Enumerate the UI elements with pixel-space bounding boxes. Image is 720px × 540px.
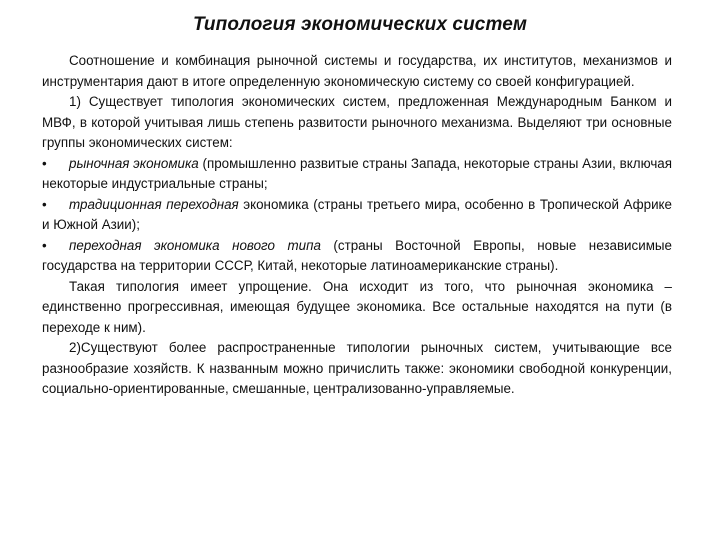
bullet-term: переходная экономика нового типа xyxy=(69,237,321,253)
paragraph-typology-1: 1) Существует типология экономических систем, предложенная Международным Банком и МВФ, в которой учитывая лишь степень развитости рыночного механизма. Выделяют три основные группы экономических систем: xyxy=(42,94,672,150)
slide-body xyxy=(42,51,672,400)
bullet-item-traditional-transitional xyxy=(42,195,672,236)
paragraph-typology-2: 2)Существуют более распространенные типологии рыночных систем, учитывающие все разнообразие хозяйств. К названным можно причислить также: экономики свободной конкуренции, социально-ориентированные, смешанные, централизованно-управляемые. xyxy=(42,340,672,396)
paragraph-simplification: Такая типология имеет упрощение. Она исходит из того, что рыночная экономика – единственно прогрессивная, имеющая будущее экономика. Все остальные находятся на пути (в переходе к ним). xyxy=(42,278,672,335)
bullet-item-market-economy xyxy=(42,154,672,195)
bullet-text: (страны Восточной Европы, новые независимые государства на территории СССР, Китай, некоторые латиноамериканские страны). xyxy=(42,237,672,273)
bullet-text: (промышленно развитые страны Запада, некоторые страны Азии, включая некоторые индустриальные страны; xyxy=(42,155,672,191)
bullet-marker: • xyxy=(42,237,47,253)
bullet-text: экономика (страны третьего мира, особенно в Тропической Африке и Южной Азии); xyxy=(42,196,673,232)
bullet-term: традиционная переходная xyxy=(69,196,239,212)
bullet-marker: • xyxy=(42,155,47,171)
bullet-term: рыночная экономика xyxy=(69,155,199,171)
slide-title: Типология экономических систем xyxy=(192,14,528,35)
paragraph-intro: Соотношение и комбинация рыночной системы и государства, их институтов, механизмов и инструментария дают в итоге определенную экономическую систему со своей конфигурацией. xyxy=(42,53,672,89)
bullet-item-new-type-transitional xyxy=(42,236,672,277)
bullet-marker: • xyxy=(42,196,47,212)
